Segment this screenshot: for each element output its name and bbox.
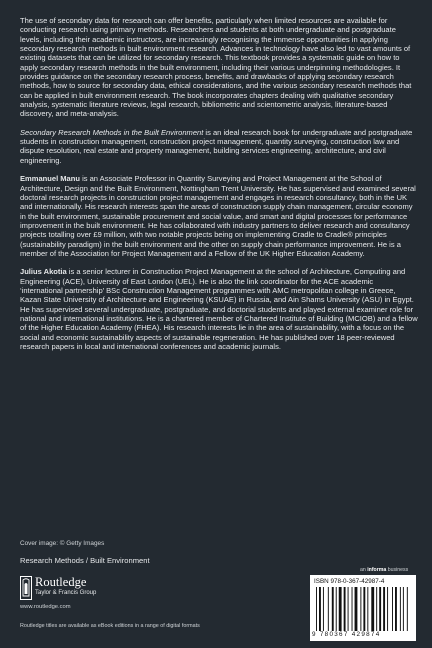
imprint-suffix: business xyxy=(386,567,409,573)
informa-imprint xyxy=(360,567,408,573)
barcode-panel xyxy=(310,575,416,641)
ebook-note: Routledge titles are available as eBook editions in a range of digital formats xyxy=(20,623,200,629)
intro-paragraph: The use of secondary data for research can offer benefits, particularly when limited resources are available for conducting research using primary methods. Researchers and students at both undergraduate and postgraduate levels, including their academic instructors, are increasingly recognising the immense opportunities in applying secondary research methods in built environment research. Advances in technology have also led to vast amounts of existing datasets that can be utilized for secondary research. This textbook provides a systematic guide on how to apply secondary research methods in the built environment, including their various underpinning methodologies. It provides guidance on the secondary research process, benefits, and drawbacks of applying secondary research methods, how to source for secondary data, ethical considerations, and the various secondary research methods that can be applied in built environment research. The book incorporates chapters dealing with qualitative secondary analysis, systematic literature reviews, legal research, bibliometric and scientometric analysis, literature-based discovery, and meta-analysis. xyxy=(20,16,412,119)
author-bio-text: is a senior lecturer in Construction Project Management at the school of Architecture, Computing and Engineering (ACE), University of East London (UEL). He is also the link coordinator for the ACE academic ‘international partnership’ BSc Construction Management programmes with AMC metropolitan college in Greece, Kazan State University of Architecture and Engineering (KSUAE) in Russia, and Ain Shams University (ASU) in Egypt. He has supervised several undergraduate, postgraduate, and doctorial students and played external examiner role for national and international institutions. He is a chartered member of Chartered Institute of Building (MCIOB) and a fellow of the Higher Education Academy (FHEA). His research interests lie in the area of sustainability, with a focus on the social and economic sustainability aspects of sustainable regeneration. He has published over 18 peer-reviewed research papers in local and international conferences and academic journals. xyxy=(20,267,418,351)
author-name: Julius Akotia xyxy=(20,267,67,277)
publisher-group: Taylor & Francis Group xyxy=(35,590,97,596)
imprint-prefix: an xyxy=(360,567,368,573)
imprint-brand: informa xyxy=(367,567,387,573)
back-cover-text xyxy=(20,16,418,360)
cover-credit: Cover image: © Getty Images xyxy=(20,540,105,547)
barcode-digits: 9 780367 429874 xyxy=(312,631,381,638)
audience-paragraph xyxy=(20,128,418,165)
book-title: Secondary Research Methods in the Built Environment xyxy=(20,127,204,137)
author-bio-akotia xyxy=(20,267,418,351)
isbn-number: ISBN 978-0-367-42987-4 xyxy=(314,578,385,585)
subject-category: Research Methods / Built Environment xyxy=(20,556,150,565)
publisher-website[interactable]: www.routledge.com xyxy=(20,604,71,610)
audience-text: is an ideal research book for undergraduate and postgraduate students in construction management, construction project management, quantity surveying, construction law and dispute resolution, real estate and property management, building services engineering, architecture, and civil engineering. xyxy=(20,127,413,165)
publisher-name: Routledge xyxy=(35,575,87,589)
author-bio-text: is an Associate Professor in Quantity Surveying and Project Management at the School of Architecture, Design and the Built Environment, Nottingham Trent University. He has supervised and examined several doctoral research projects in construction project management and engages in research consultancy, both in the UK and internationally. His research interests span the areas of construction supply chain management, circular economy in the built environment, sustainable procurement and social value, and smart and digital processes for performance improvement in the built environment. He has collaborated with industry partners to deliver research and consultancy projects totalling over £9 million, with two notable projects being on implementing Cradle to Cradle® principles (sustainability paradigm) in the built environment and the other on supply chain performance improvement. He is a member of the Association for Project Management and a Fellow of the UK Higher Education Academy. xyxy=(20,174,416,258)
barcode-icon xyxy=(316,587,410,631)
author-name: Emmanuel Manu xyxy=(20,174,80,184)
routledge-logo-icon xyxy=(20,576,32,600)
author-bio-manu xyxy=(20,174,418,258)
